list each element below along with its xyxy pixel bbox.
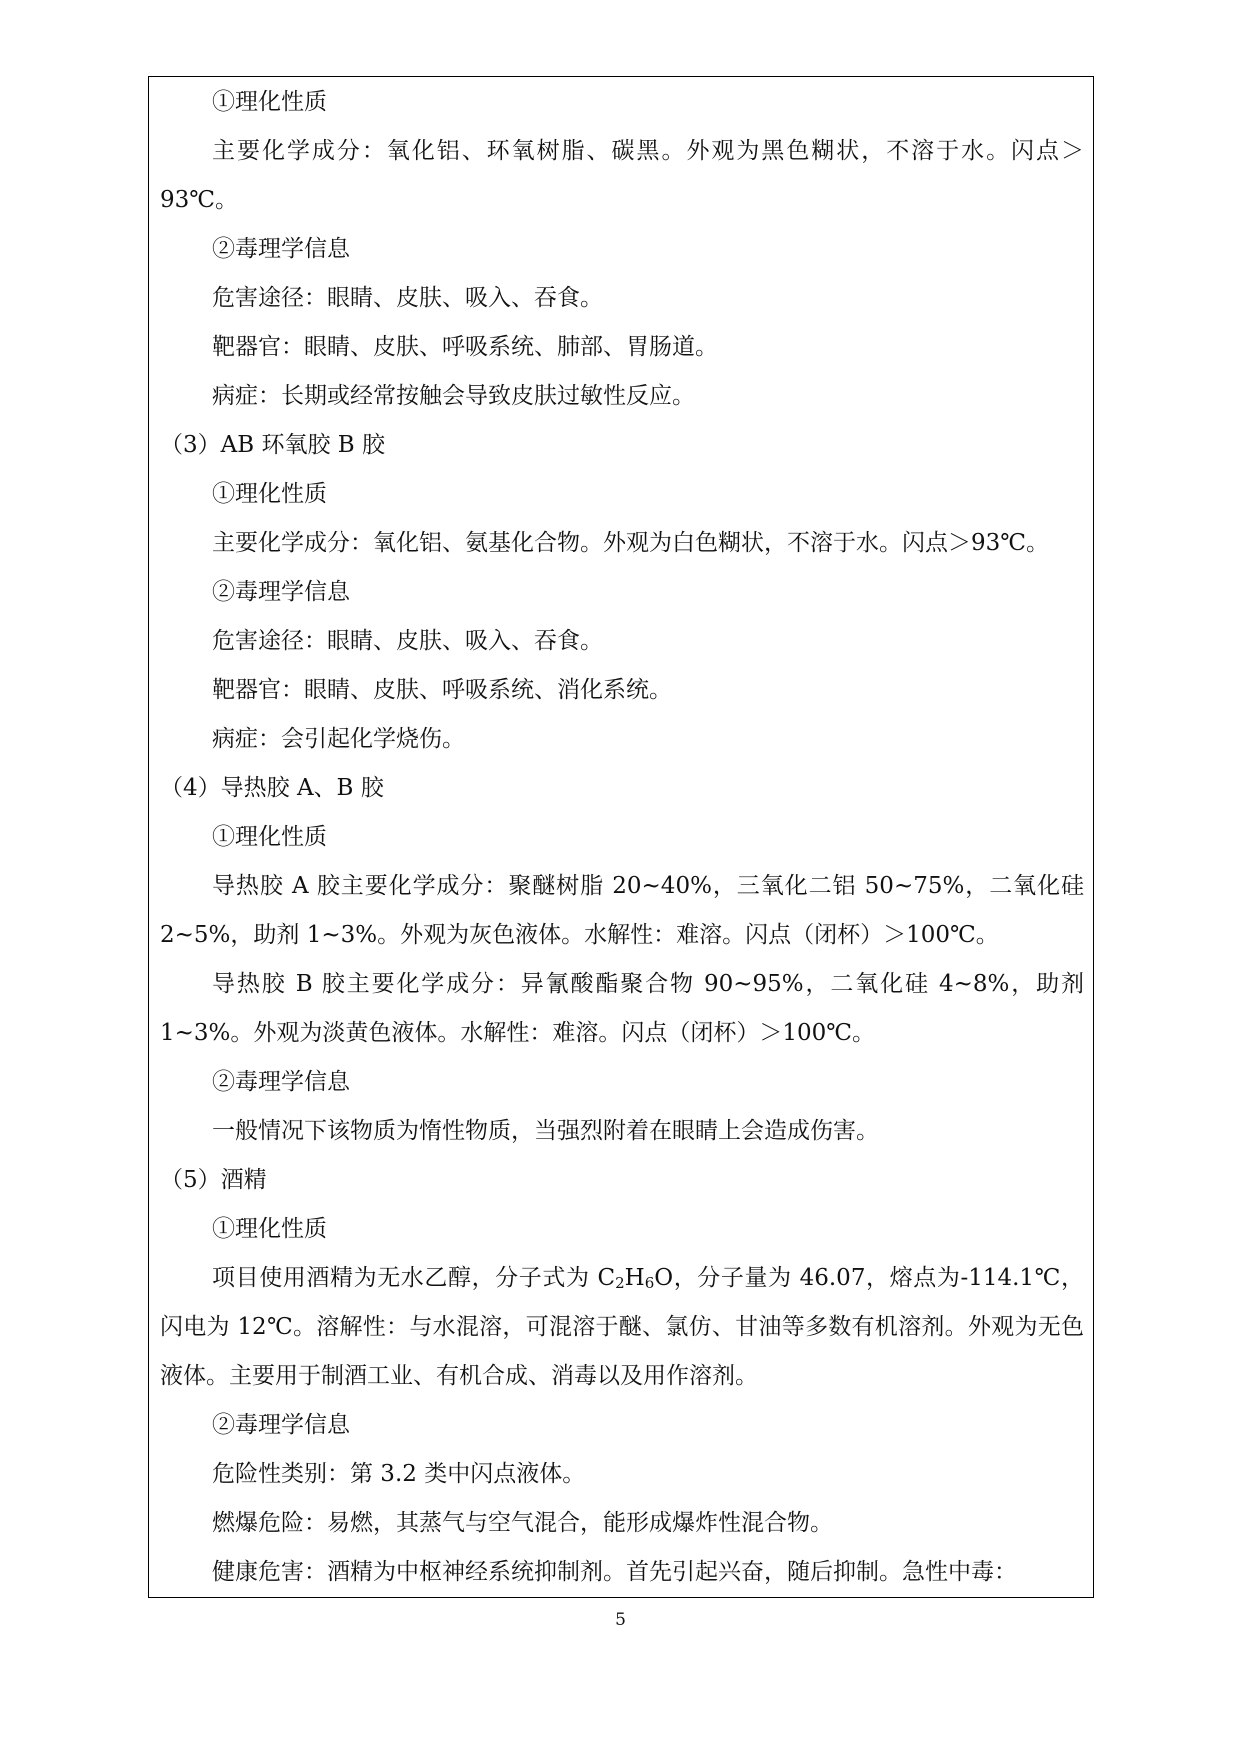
section-heading: （4）导热胶 A、B 胶 xyxy=(160,775,384,801)
text-line: ①理化性质 xyxy=(212,1216,327,1242)
document-body xyxy=(160,78,1084,1597)
section-heading: （3）AB 环氧胶 B 胶 xyxy=(160,432,385,458)
text-line: 一般情况下该物质为惰性物质，当强烈附着在眼睛上会造成伤害。 xyxy=(212,1118,879,1144)
text-line: ②毒理学信息 xyxy=(212,236,350,262)
paragraph-segment: H xyxy=(624,1265,645,1291)
formula-subscript: 6 xyxy=(644,1274,655,1292)
section-heading: （5）酒精 xyxy=(160,1167,267,1193)
text-paragraph: 导热胶 B 胶主要化学成分：异氰酸酯聚合物 90~95%，二氧化硅 4~8%，助剂 1~3%。外观为淡黄色液体。水解性：难溶。闪点（闭杯）＞100℃。 xyxy=(160,971,1084,1046)
paragraph-segment: 项目使用酒精为无水乙醇，分子式为 C xyxy=(212,1265,616,1291)
text-line: 危险性类别：第 3.2 类中闪点液体。 xyxy=(212,1461,586,1487)
text-line: 主要化学成分：氧化铝、氨基化合物。外观为白色糊状，不溶于水。闪点＞93℃。 xyxy=(212,530,1049,556)
text-line: ①理化性质 xyxy=(212,481,327,507)
paragraph-segment: O，分子量为 46.07，熔点为-114.1℃，闪电为 12℃。溶解性：与水混溶，可混溶于醚、氯仿、甘油等多数有机溶剂。外观为无色液体。主要用于制酒工业、有机合成、消毒以及用作溶剂。 xyxy=(160,1265,1084,1389)
page-number: 5 xyxy=(615,1610,626,1630)
text-line: ①理化性质 xyxy=(212,824,327,850)
text-line: 燃爆危险：易燃，其蒸气与空气混合，能形成爆炸性混合物。 xyxy=(212,1510,833,1536)
formula-subscript: 2 xyxy=(615,1274,625,1292)
text-line: ②毒理学信息 xyxy=(212,1069,350,1095)
text-line: 病症：长期或经常按触会导致皮肤过敏性反应。 xyxy=(212,383,695,409)
text-paragraph: 主要化学成分：氧化铝、环氧树脂、碳黑。外观为黑色糊状，不溶于水。闪点＞93℃。 xyxy=(160,138,1084,213)
text-line: 危害途径：眼睛、皮肤、吸入、吞食。 xyxy=(212,285,603,311)
text-line: 靶器官：眼睛、皮肤、呼吸系统、肺部、胃肠道。 xyxy=(212,334,718,360)
text-line: ②毒理学信息 xyxy=(212,1412,350,1438)
text-line: ②毒理学信息 xyxy=(212,579,350,605)
text-line: 健康危害：酒精为中枢神经系统抑制剂。首先引起兴奋，随后抑制。急性中毒： xyxy=(212,1559,1017,1585)
text-line: 病症：会引起化学烧伤。 xyxy=(212,726,465,752)
text-paragraph xyxy=(160,1254,1084,1401)
text-line: 靶器官：眼睛、皮肤、呼吸系统、消化系统。 xyxy=(212,677,672,703)
text-line: 危害途径：眼睛、皮肤、吸入、吞食。 xyxy=(212,628,603,654)
text-paragraph: 导热胶 A 胶主要化学成分：聚醚树脂 20~40%，三氧化二铝 50~75%，二氧化硅 2~5%，助剂 1~3%。外观为灰色液体。水解性：难溶。闪点（闭杯）＞100℃。 xyxy=(160,873,1084,948)
text-line: ①理化性质 xyxy=(212,89,327,115)
